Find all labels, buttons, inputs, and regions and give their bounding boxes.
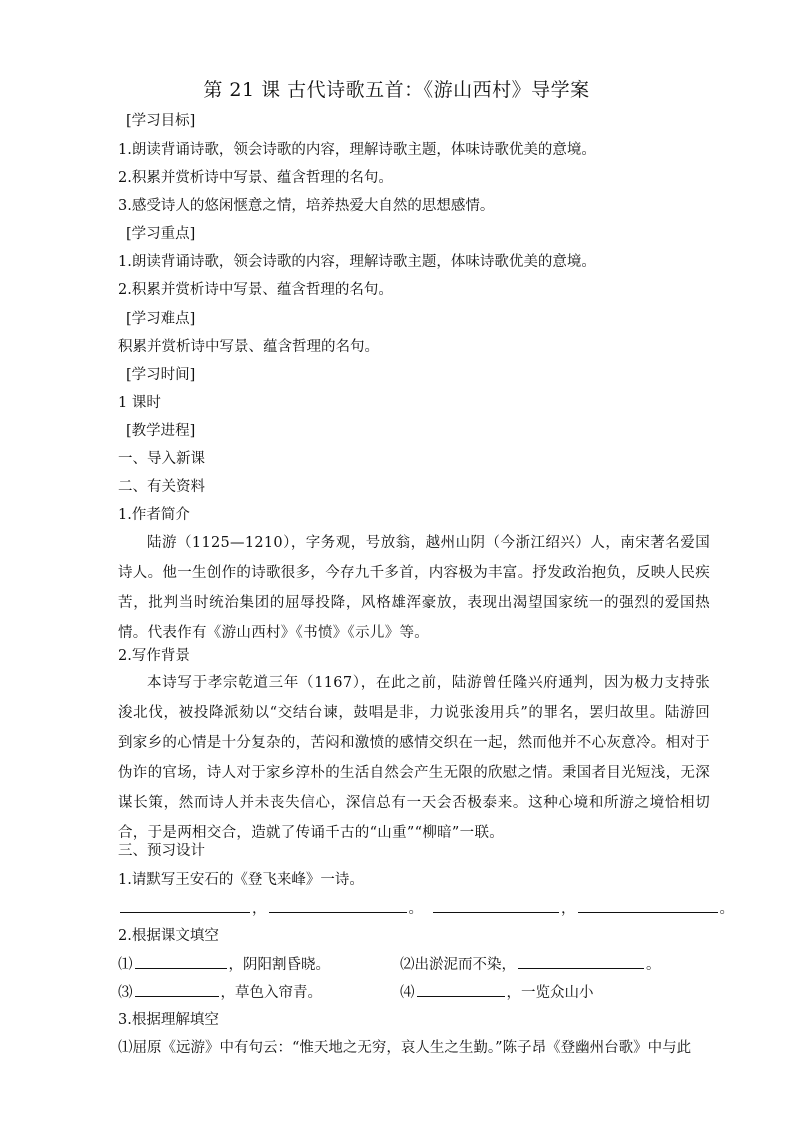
question-3: 3.根据理解填空 (118, 1012, 219, 1028)
page-title: 第 21 课 古代诗歌五首：《游山西村》导学案 (203, 79, 590, 101)
difficulty-heading: [学习难点] (126, 311, 196, 327)
section-materials: 二、有关资料 (118, 479, 205, 495)
key-point-item: 2.积累并赏析诗中写景、蕴含哲理的名句。 (118, 282, 393, 298)
objective-item: 3.感受诗人的悠闲惬意之情，培养热爱大自然的思想感情。 (118, 198, 495, 214)
time-heading: [学习时间] (126, 367, 196, 383)
background-paragraph: 本诗写于孝宗乾道三年（1167），在此之前，陆游曾任隆兴府通判，因为极力支持张浚北伐，被投降派劾以“交结台谏，鼓唱是非，力说张浚用兵”的罪名，罢归故里。陆游回到家乡的心情是十分复杂的，苦闷和激愤的感情交织在一起，然而他并不心灰意冷。相对于伪诈的官场，诗人对于家乡淳朴的生活自然会产生无限的欣慰之情。秉国者目光短浅，无深谋长策，然而诗人并未丧失信心，深信总有一天会否极泰来。这种心境和所游之境恰相切合，于是两相交合，造就了传诵千古的“山重”“柳暗”一联。 (118, 675, 710, 841)
answer-blank[interactable] (269, 894, 407, 913)
section-intro: 一、导入新课 (118, 451, 205, 467)
answer-blank[interactable] (120, 894, 250, 913)
objectives-heading: [学习目标] (126, 113, 196, 129)
time-text: 1 课时 (118, 395, 161, 411)
author-paragraph: 陆游（1125—1210），字务观，号放翁，越州山阴（今浙江绍兴）人，南宋著名爱国诗人。他一生创作的诗歌很多，今存九千多首，内容极为丰富。抒发政治抱负，反映人民疾苦，批判当时统治集团的屈辱投降，风格雄浑豪放，表现出渴望国家统一的强烈的爱国热情。代表作有《游山西村》《书愤》《示儿》等。 (118, 535, 710, 641)
answer-blank[interactable] (135, 950, 227, 969)
process-heading: [教学进程] (126, 423, 196, 439)
section-preview: 三、预习设计 (118, 843, 205, 859)
answer-blank[interactable] (135, 978, 219, 997)
author-heading: 1.作者简介 (118, 507, 190, 523)
q2-item-2: ⑵出淤泥而不染， 。 (400, 950, 661, 979)
q2-item-4: ⑷ ，一览众山小 (400, 978, 594, 1007)
key-point-item: 1.朗读背诵诗歌，领会诗歌的内容，理解诗歌主题，体味诗歌优美的意境。 (118, 254, 596, 270)
answer-blank[interactable] (578, 894, 718, 913)
answer-blank[interactable] (417, 978, 505, 997)
objective-item: 1.朗读背诵诗歌，领会诗歌的内容，理解诗歌主题，体味诗歌优美的意境。 (118, 142, 596, 158)
answer-blank[interactable] (518, 950, 644, 969)
key-points-heading: [学习重点] (126, 226, 196, 242)
q2-item-3: ⑶ ，草色入帘青。 (118, 978, 710, 1007)
q1-answer-line: ， 。 ， 。 (118, 894, 710, 923)
objective-item: 2.积累并赏析诗中写景、蕴含哲理的名句。 (118, 170, 393, 186)
q3-text: ⑴屈原《远游》中有句云：“惟天地之无穷，哀人生之生勤。”陈子昂《登幽州台歌》中与此 (118, 1040, 692, 1056)
difficulty-text: 积累并赏析诗中写景、蕴含哲理的名句。 (118, 339, 379, 355)
answer-blank[interactable] (433, 894, 559, 913)
question-1: 1.请默写王安石的《登飞来峰》一诗。 (118, 872, 364, 888)
background-heading: 2.写作背景 (118, 648, 190, 664)
q2-item-1: ⑴ ，阴阳割昏晓。 (118, 950, 710, 979)
question-2: 2.根据课文填空 (118, 928, 219, 944)
